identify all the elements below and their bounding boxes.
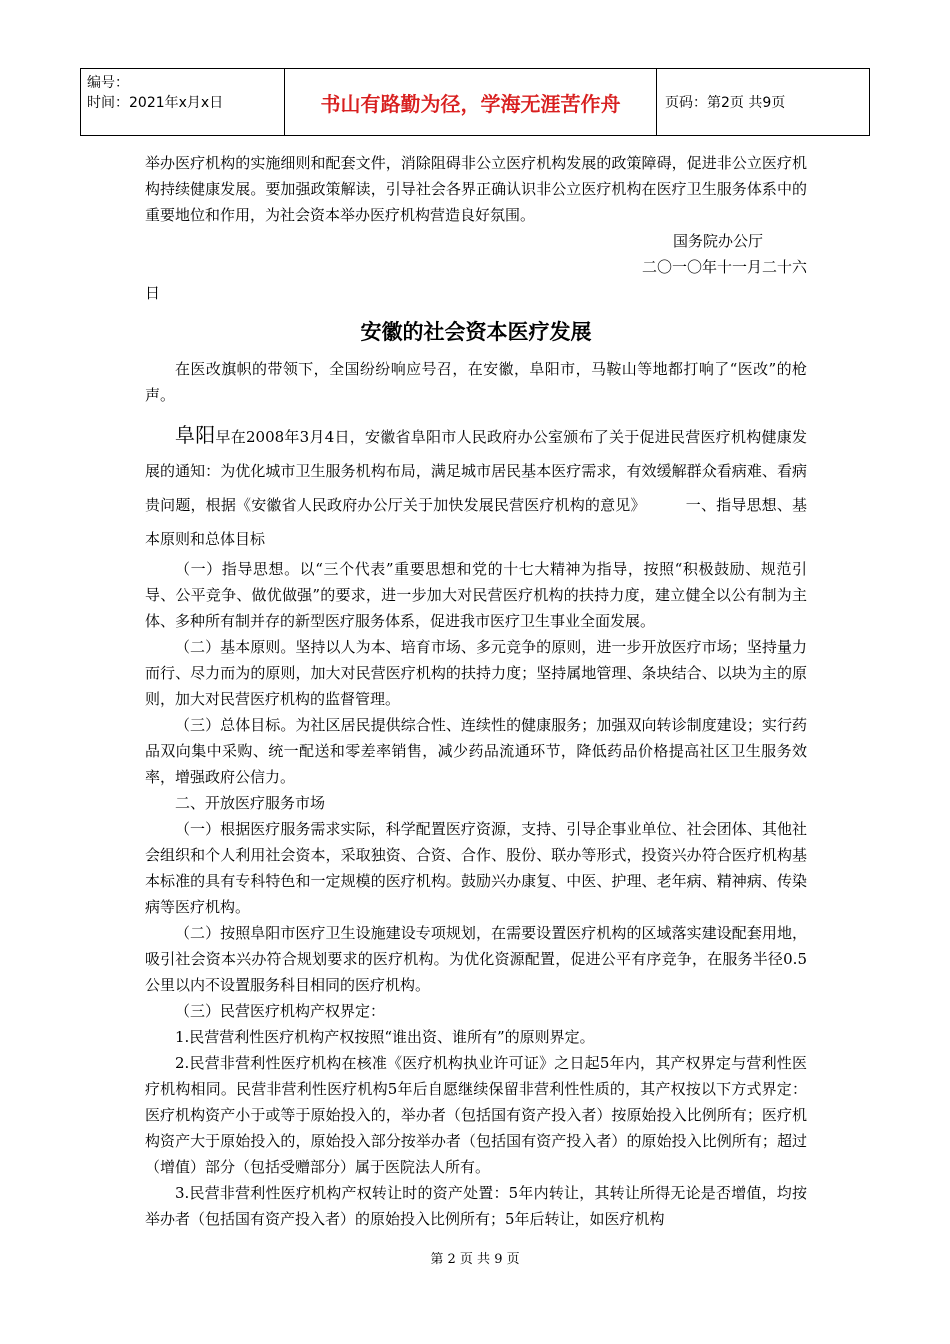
paragraph: 3.民营非营利性医疗机构产权转让时的资产处置：5年内转让，其转让所得无论是否增值，均按举办者（包括国有资产投入者）的原始投入比例所有；5年后转让，如医疗机构 <box>145 1184 807 1228</box>
paragraph: （三）总体目标。为社区居民提供综合性、连续性的健康服务；加强双向转诊制度建设；实行药品双向集中采购、统一配送和零差率销售，减少药品流通环节，降低药品价格提高社区卫生服务效率，增强政府公信力。 <box>145 716 807 786</box>
page-footer: 第 2 页 共 9 页 <box>430 1252 520 1267</box>
date-line: 二〇一〇年十一月二十六 <box>641 258 807 276</box>
paragraph-text: 早在2008年3月4日，安徽省阜阳市人民政府办公室颁布了关于促进民营医疗机构健康发展的通知：为优化城市卫生服务机构布局，满足城市居民基本医疗需求，有效缓解群众看病难、看病贵问题，根据《安徽省人民政府办公厅关于加快发展民营医疗机构的意见》 <box>145 428 807 514</box>
emphasis-word: 阜阳 <box>175 423 216 447</box>
paragraph-fuyang <box>145 418 807 556</box>
time-label: 时间：2021年x月x日 <box>87 95 224 111</box>
header-motto: 书山有路勤为径，学海无涯苦作舟 <box>285 69 657 135</box>
paragraph: 2.民营非营利性医疗机构在核准《医疗机构执业许可证》之日起5年内，其产权界定与营利性医疗机构相同。民营非营利性医疗机构5年后自愿继续保留非营利性性质的，其产权按以下方式界定：医疗机构资产小于或等于原始投入的，举办者（包括国有资产投入者）按原始投入比例所有；医疗机构资产大于原始投入的，原始投入部分按举办者（包括国有资产投入者）的原始投入比例所有；超过（增值）部分（包括受赠部分）属于医院法人所有。 <box>145 1054 807 1176</box>
paragraph-heading: 一、指导思想、基本原则和总体目标 <box>145 496 807 548</box>
paragraph: （一）指导思想。以“三个代表”重要思想和党的十七大精神为指导，按照“积极鼓励、规范引导、公平竞争、做优做强”的要求，进一步加大对民营医疗机构的扶持力度，建立健全以公有制为主体、多种所有制并存的新型医疗服务体系，促进我市医疗卫生事业全面发展。 <box>145 560 807 630</box>
header-meta <box>81 69 285 135</box>
number-label: 编号： <box>87 75 129 91</box>
paragraph: 举办医疗机构的实施细则和配套文件，消除阻碍非公立医疗机构发展的政策障碍，促进非公立医疗机构持续健康发展。要加强政策解读，引导社会各界正确认识非公立医疗机构在医疗卫生服务体系中的重要地位和作用，为社会资本举办医疗机构营造良好氛围。 <box>145 154 807 224</box>
signature: 国务院办公厅 <box>672 232 763 250</box>
paragraph: （二）基本原则。坚持以人为本、培育市场、多元竞争的原则，进一步开放医疗市场；坚持量力而行、尽力而为的原则，加大对民营医疗机构的扶持力度；坚持属地管理、条块结合、以块为主的原则，加大对民营医疗机构的监督管理。 <box>145 638 807 708</box>
section-title: 安徽的社会资本医疗发展 <box>360 320 592 344</box>
document-body <box>145 150 807 1232</box>
paragraph: （二）按照阜阳市医疗卫生设施建设专项规划，在需要设置医疗机构的区域落实建设配套用地，吸引社会资本兴办符合规划要求的医疗机构。为优化资源配置，促进公平有序竞争，在服务半径0.5公里以内不设置服务科目相同的医疗机构。 <box>145 924 807 994</box>
date-end: 日 <box>145 284 161 302</box>
paragraph: 1.民营营利性医疗机构产权按照“谁出资、谁所有”的原则界定。 <box>175 1028 595 1046</box>
page-header <box>80 68 870 136</box>
paragraph: 在医改旗帜的带领下，全国纷纷响应号召，在安徽，阜阳市，马鞍山等地都打响了“医改”的枪声。 <box>145 360 807 404</box>
header-page-label: 页码：第2页 共9页 <box>665 95 786 111</box>
paragraph: （三）民营医疗机构产权界定： <box>175 1002 386 1020</box>
section-heading: 二、开放医疗服务市场 <box>175 794 326 812</box>
paragraph: （一）根据医疗服务需求实际，科学配置医疗资源，支持、引导企事业单位、社会团体、其他社会组织和个人利用社会资本，采取独资、合资、合作、股份、联办等形式，投资兴办符合医疗机构基本标准的具有专科特色和一定规模的医疗机构。鼓励兴办康复、中医、护理、老年病、精神病、传染病等医疗机构。 <box>145 820 807 916</box>
